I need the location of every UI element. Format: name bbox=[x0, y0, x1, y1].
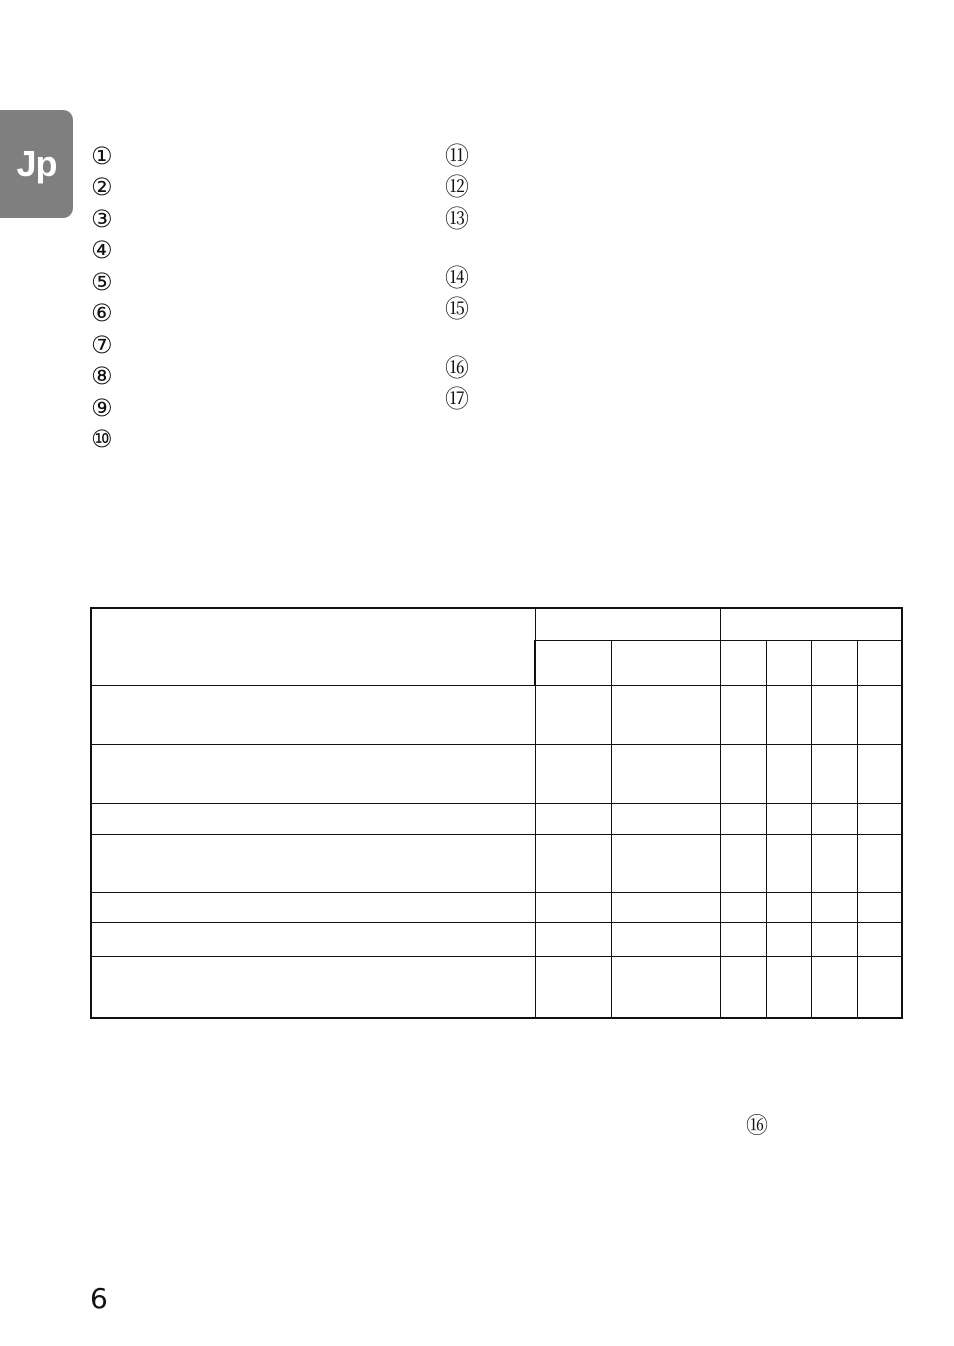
part-number-17: ⑰ bbox=[445, 385, 469, 413]
table-cell bbox=[720, 892, 766, 922]
part-number-14: ⑭ bbox=[445, 264, 469, 292]
spec-table bbox=[90, 607, 903, 1019]
part-number-3: ③ bbox=[91, 205, 113, 233]
table-cell bbox=[91, 834, 535, 892]
part-number-1: ① bbox=[91, 142, 113, 170]
part-number-6: ⑥ bbox=[91, 299, 113, 327]
table-cell bbox=[611, 956, 720, 1018]
table-cell bbox=[720, 744, 766, 803]
table-cell bbox=[811, 803, 857, 834]
table-subheader-cell bbox=[535, 640, 611, 685]
table-cell bbox=[720, 685, 766, 744]
table-cell bbox=[91, 744, 535, 803]
table-header-cell bbox=[91, 608, 535, 685]
table-cell bbox=[720, 956, 766, 1018]
table-cell bbox=[857, 685, 902, 744]
table-cell bbox=[766, 834, 811, 892]
table-cell bbox=[91, 803, 535, 834]
table-cell bbox=[535, 834, 611, 892]
table-cell bbox=[611, 685, 720, 744]
part-number-12: ⑫ bbox=[445, 173, 469, 201]
table-cell bbox=[91, 922, 535, 956]
table-cell bbox=[811, 956, 857, 1018]
table-cell bbox=[535, 956, 611, 1018]
table-cell bbox=[857, 744, 902, 803]
part-number-9: ⑨ bbox=[91, 394, 113, 422]
table-cell bbox=[535, 803, 611, 834]
table-subheader-cell bbox=[720, 640, 766, 685]
part-number-8: ⑧ bbox=[91, 362, 113, 390]
table-cell bbox=[811, 685, 857, 744]
part-number-11: ⑪ bbox=[445, 142, 469, 170]
table-cell bbox=[766, 956, 811, 1018]
table-row bbox=[91, 803, 902, 834]
table-cell bbox=[720, 922, 766, 956]
language-tab-label: Jp bbox=[16, 143, 57, 184]
table-cell bbox=[766, 922, 811, 956]
table-cell bbox=[535, 685, 611, 744]
table-cell bbox=[811, 744, 857, 803]
table-header-row bbox=[91, 608, 902, 640]
page-number: 6 bbox=[90, 1282, 108, 1315]
table-subheader-cell bbox=[611, 640, 720, 685]
table-cell bbox=[857, 803, 902, 834]
part-number-5: ⑤ bbox=[91, 268, 113, 296]
table-cell bbox=[766, 685, 811, 744]
table-cell bbox=[811, 892, 857, 922]
table-subheader-cell bbox=[811, 640, 857, 685]
table-cell bbox=[857, 834, 902, 892]
table-header-cell bbox=[720, 608, 902, 640]
table-cell bbox=[611, 834, 720, 892]
table-cell bbox=[91, 956, 535, 1018]
table-cell bbox=[811, 834, 857, 892]
table-cell bbox=[611, 803, 720, 834]
part-number-13: ⑬ bbox=[445, 205, 469, 233]
part-number-4: ④ bbox=[91, 236, 113, 264]
table-header-cell bbox=[535, 608, 720, 640]
table-row bbox=[91, 892, 902, 922]
table-cell bbox=[857, 892, 902, 922]
table-cell bbox=[766, 744, 811, 803]
table-cell bbox=[91, 892, 535, 922]
table-cell bbox=[91, 685, 535, 744]
table-cell bbox=[720, 803, 766, 834]
table-subheader-cell bbox=[766, 640, 811, 685]
table-cell bbox=[611, 892, 720, 922]
table-cell bbox=[611, 922, 720, 956]
table-cell bbox=[811, 922, 857, 956]
table-row bbox=[91, 685, 902, 744]
table-cell bbox=[857, 956, 902, 1018]
table-cell bbox=[535, 922, 611, 956]
part-number-16: ⑯ bbox=[445, 354, 469, 382]
table-cell bbox=[611, 744, 720, 803]
language-tab bbox=[0, 110, 73, 218]
table-cell bbox=[857, 922, 902, 956]
table-cell bbox=[535, 744, 611, 803]
part-number-15: ⑮ bbox=[445, 295, 469, 323]
part-number-10: ⑩ bbox=[91, 425, 113, 453]
table-row bbox=[91, 744, 902, 803]
table-cell bbox=[720, 834, 766, 892]
table-cell bbox=[535, 892, 611, 922]
table-subheader-cell bbox=[857, 640, 902, 685]
table-cell bbox=[766, 892, 811, 922]
part-number-2: ② bbox=[91, 173, 113, 201]
table-cell bbox=[766, 803, 811, 834]
part-number-7: ⑦ bbox=[91, 331, 113, 359]
table-row bbox=[91, 956, 902, 1018]
table-row bbox=[91, 922, 902, 956]
table-row bbox=[91, 834, 902, 892]
reference-marker: ⑯ bbox=[746, 1114, 769, 1139]
